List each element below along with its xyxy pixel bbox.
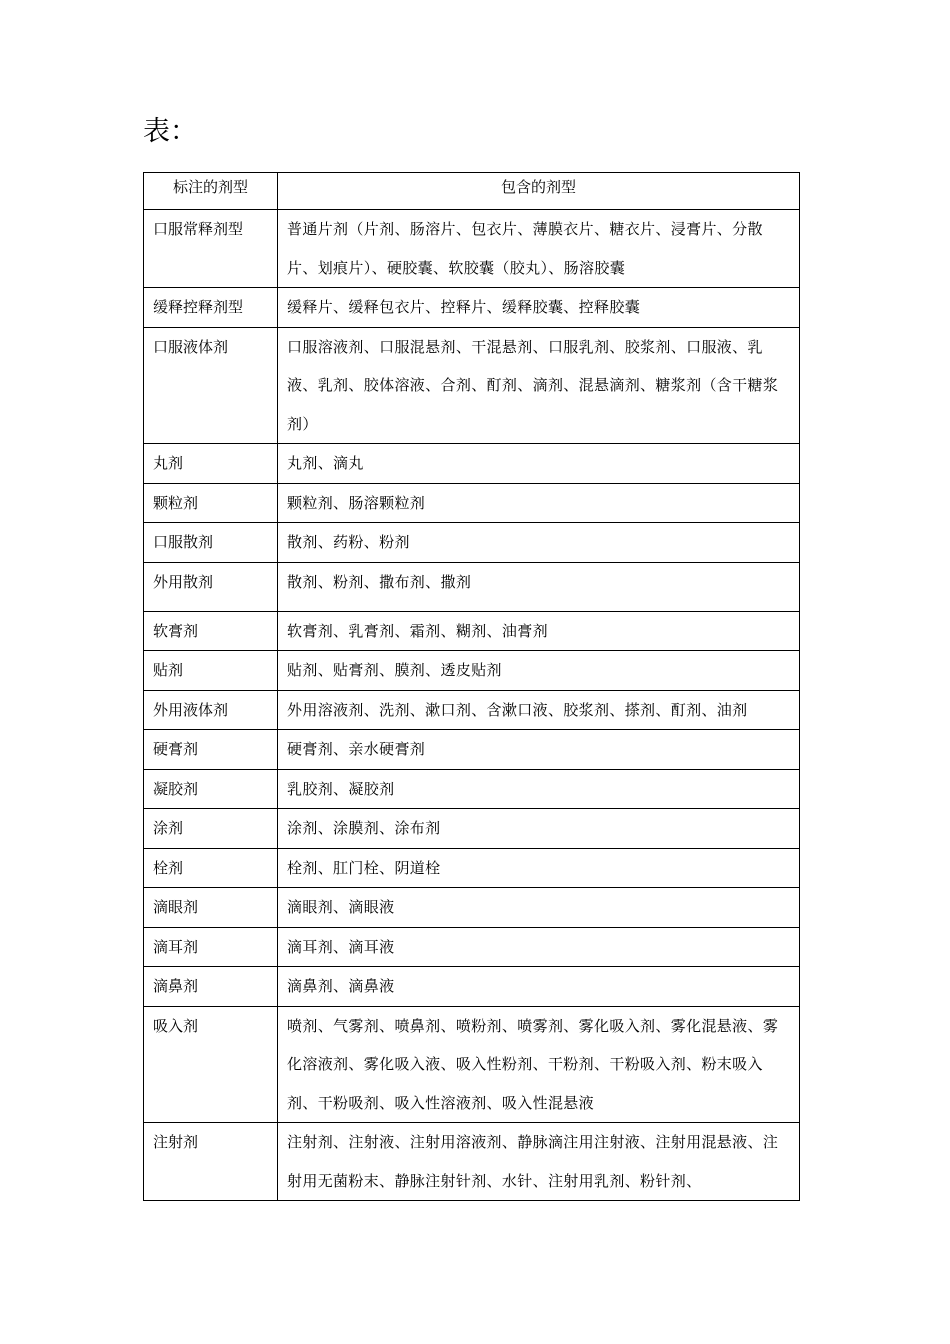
table-row [144,769,800,809]
table-row [144,288,800,328]
form-cell: 缓释控释剂型 [144,288,278,328]
form-cell: 外用液体剂 [144,690,278,730]
includes-cell: 贴剂、贴膏剂、膜剂、透皮贴剂 [278,651,800,691]
includes-cell: 硬膏剂、亲水硬膏剂 [278,730,800,770]
form-cell: 滴眼剂 [144,888,278,928]
form-cell: 滴耳剂 [144,927,278,967]
includes-cell: 滴耳剂、滴耳液 [278,927,800,967]
table-row [144,1006,800,1123]
table-row [144,730,800,770]
form-cell: 吸入剂 [144,1006,278,1123]
includes-cell: 缓释片、缓释包衣片、控释片、缓释胶囊、控释胶囊 [278,288,800,328]
table-row [144,444,800,484]
form-cell: 外用散剂 [144,562,278,611]
form-cell: 口服液体剂 [144,327,278,444]
page-heading: 表： [143,116,197,147]
includes-cell: 散剂、药粉、粉剂 [278,523,800,563]
form-cell: 注射剂 [144,1123,278,1201]
table-row [144,809,800,849]
includes-cell: 散剂、粉剂、撒布剂、撒剂 [278,562,800,611]
header-included-forms: 包含的剂型 [278,173,800,210]
form-cell: 硬膏剂 [144,730,278,770]
includes-cell: 丸剂、滴丸 [278,444,800,484]
includes-cell: 滴鼻剂、滴鼻液 [278,967,800,1007]
includes-cell: 栓剂、肛门栓、阴道栓 [278,848,800,888]
form-cell: 口服散剂 [144,523,278,563]
table-row [144,611,800,651]
table-row [144,327,800,444]
includes-cell: 外用溶液剂、洗剂、漱口剂、含漱口液、胶浆剂、搽剂、酊剂、油剂 [278,690,800,730]
table-row [144,927,800,967]
dosage-form-table [143,172,800,1201]
table-header-row [144,173,800,210]
table-row [144,888,800,928]
includes-cell: 注射剂、注射液、注射用溶液剂、静脉滴注用注射液、注射用混悬液、注射用无菌粉末、静脉注射针剂、水针、注射用乳剂、粉针剂、 [278,1123,800,1201]
table-row [144,210,800,288]
includes-cell: 软膏剂、乳膏剂、霜剂、糊剂、油膏剂 [278,611,800,651]
table-row [144,483,800,523]
form-cell: 凝胶剂 [144,769,278,809]
table-row [144,562,800,611]
form-cell: 口服常释剂型 [144,210,278,288]
form-cell: 软膏剂 [144,611,278,651]
form-cell: 颗粒剂 [144,483,278,523]
table-row [144,1123,800,1201]
table-row [144,690,800,730]
form-cell: 贴剂 [144,651,278,691]
includes-cell: 普通片剂（片剂、肠溶片、包衣片、薄膜衣片、糖衣片、浸膏片、分散片、划痕片）、硬胶囊、软胶囊（胶丸）、肠溶胶囊 [278,210,800,288]
form-cell: 滴鼻剂 [144,967,278,1007]
header-labeled-form: 标注的剂型 [144,173,278,210]
table-row [144,848,800,888]
includes-cell: 滴眼剂、滴眼液 [278,888,800,928]
form-cell: 涂剂 [144,809,278,849]
includes-cell: 涂剂、涂膜剂、涂布剂 [278,809,800,849]
form-cell: 丸剂 [144,444,278,484]
form-cell: 栓剂 [144,848,278,888]
table-row [144,523,800,563]
includes-cell: 口服溶液剂、口服混悬剂、干混悬剂、口服乳剂、胶浆剂、口服液、乳液、乳剂、胶体溶液、合剂、酊剂、滴剂、混悬滴剂、糖浆剂（含干糖浆剂） [278,327,800,444]
includes-cell: 颗粒剂、肠溶颗粒剂 [278,483,800,523]
includes-cell: 乳胶剂、凝胶剂 [278,769,800,809]
includes-cell: 喷剂、气雾剂、喷鼻剂、喷粉剂、喷雾剂、雾化吸入剂、雾化混悬液、雾化溶液剂、雾化吸入液、吸入性粉剂、干粉剂、干粉吸入剂、粉末吸入剂、干粉吸剂、吸入性溶液剂、吸入性混悬液 [278,1006,800,1123]
table-row [144,651,800,691]
table-row [144,967,800,1007]
